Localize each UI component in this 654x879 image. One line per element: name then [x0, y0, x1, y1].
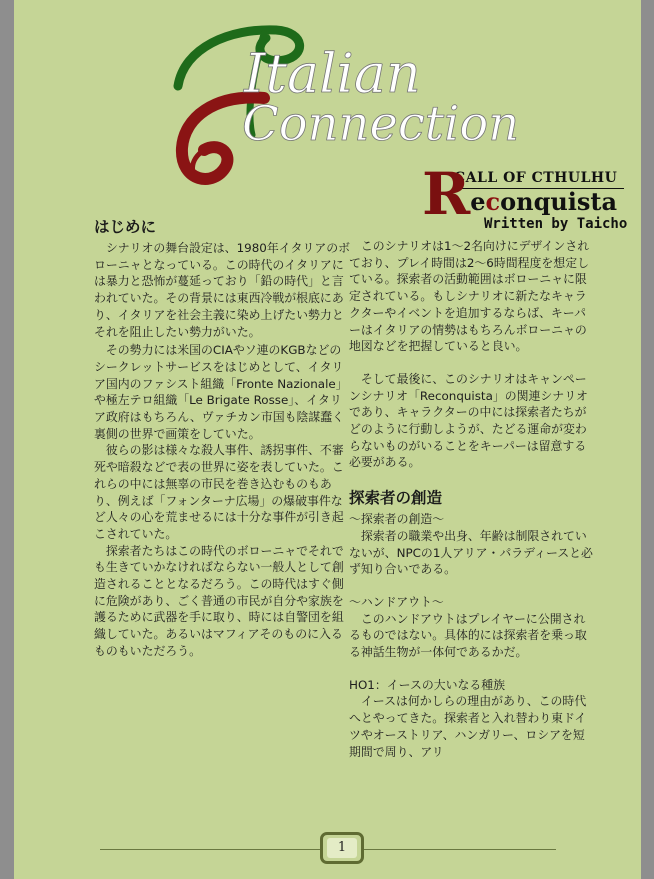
subheading-creation: ～探索者の創造～ [349, 512, 445, 527]
title-word-2: Connection [242, 96, 520, 152]
ho1-paragraph: イースは何かしらの理由があり、この時代へとやってきた。探索者と入れ替わり東ドイツやオーストリア、ハンガリー、ロシアを短期間で周り、アリ [349, 694, 587, 759]
footer-rule-right [364, 849, 556, 850]
author-credit: Written by Taicho [484, 216, 628, 232]
scenario-initial: R [422, 160, 471, 228]
title-word-1: Italian [244, 42, 421, 105]
subheading-ho1: HO1：イースの大いなる種族 [349, 677, 506, 692]
intro-paragraph-1: シナリオの舞台設定は、1980年イタリアのボローニャとなっている。この時代のイタリアには暴力と恐怖が蔓延っており「鉛の時代」と言われていた。その背景には東西冷戦が根底にあり、イタリアを社会主義に染め上げたい勢力とそれを阻止したい勢力がいた。 [94, 241, 351, 339]
left-column [94, 216, 352, 660]
intro-paragraph-4: 探索者たちはこの時代のボローニャでそれでも生きていかなければならない一般人として創造されることとなるだろう。この時代はすぐ側に危険があり、ごく普通の市民が自分や家族を護るために武器を手に取り、時には自警団を組織していた。あるいはマフィアそのものに入るものもいただろう。 [94, 543, 344, 658]
right-column [349, 238, 596, 760]
game-title: CALL OF CTHULHU [454, 170, 618, 186]
page-number: 1 [327, 838, 357, 858]
page-number-box [320, 832, 364, 864]
intro-paragraph-2: その勢力には米国のCIAやソ連のKGBなどのシークレットサービスをはじめとして、イタリア国内のファシスト組織「Fronte Nazionale」や極左テロ組織「Le Brigate Rosse」、イタリア政府はもちろん、ヴァチカン市国も陰謀蠢く裏側の世界で画策をしていた。 [94, 343, 348, 441]
section-heading-intro: はじめに [94, 218, 157, 236]
document-page [14, 0, 641, 879]
handout-paragraph: このハンドアウトはプレイヤーに公開されるものではない。具体的には探索者を乗っ取る神話生物が一体何であるかだ。 [349, 611, 587, 660]
creation-paragraph: 探索者の職業や出身、年齢は制限されていないが、NPCの1人アリア・パラディースと必ず知り合いである。 [349, 528, 593, 577]
campaign-paragraph: そして最後に、このシナリオはキャンペーンシナリオ「Reconquista」の関連シナリオであり、キャラクターの中には探索者たちがどのように行動しようが、たどる運命が変わらないものがいることをキーパーは留意する必要がある。 [349, 371, 588, 470]
overview-paragraph: このシナリオは1～2名向けにデザインされており、プレイ時間は2～6時間程度を想定している。探索者の活動範囲はボローニャに限定されている。もしシナリオに新たなキャラクターやイベントを追加するならば、キーパーはイタリアの情勢はもちろんボローニャの地図などを把握していると良い。 [349, 239, 590, 354]
section-heading-creation: 探索者の創造 [349, 489, 443, 508]
intro-paragraph-3: 彼らの影は様々な殺人事件、誘拐事件、不審死や暗殺などで表の世界に姿を表していた。これらの中には無辜の市民を巻き込むものもあり、例えば「フォンターナ広場」の爆破事件など人々の心を荒ませるには十分な事件が引き起こされていた。 [94, 443, 344, 541]
footer-rule-left [100, 849, 320, 850]
subheading-handout: ～ハンドアウト～ [349, 594, 444, 609]
scenario-title: Reconquista [422, 160, 618, 228]
